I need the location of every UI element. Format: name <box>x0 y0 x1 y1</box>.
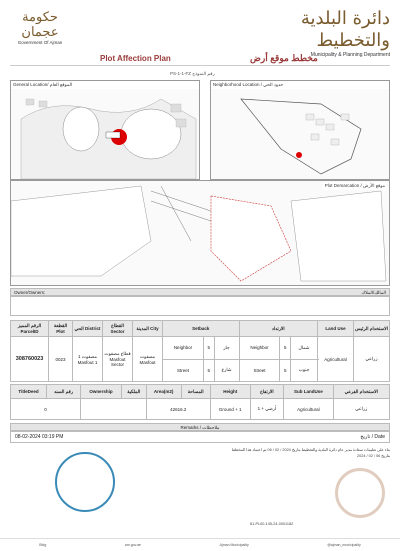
setback-val-2b: 5 <box>280 359 291 382</box>
parcel-info-table <box>10 320 390 382</box>
th-main-use: الاستخدام الرئيس <box>354 321 390 337</box>
remarks-label: Remarks / ملاحظات <box>180 425 220 430</box>
th-height: Height <box>210 385 250 399</box>
th-land-use: Land Use <box>318 321 354 337</box>
title-deed-table <box>10 384 390 420</box>
remarks-row <box>10 431 390 443</box>
th-area: Area(m2) <box>146 385 181 399</box>
sub-land-use-value: Agricultural <box>284 399 333 420</box>
plot-demarcation-svg <box>11 181 390 286</box>
sub-use-ar-value: زراعي <box>333 399 389 420</box>
neighborhood-location-label: Neighborhood Location / حدود الحي <box>211 81 389 89</box>
watermark-logo <box>335 468 385 518</box>
plot-value: 0023 <box>49 337 73 382</box>
footer-item-3[interactable]: Ajman Municipality <box>219 543 249 547</box>
footer-item-4[interactable]: @ajman_municipality <box>327 543 361 547</box>
height-value-ar: أرضي + 1 <box>250 399 284 420</box>
neighborhood-location-svg <box>211 89 390 180</box>
gov-logo-ar: حكومة عجمان <box>21 10 59 40</box>
footer-bar <box>0 538 400 551</box>
main-use-value: زراعي <box>354 337 390 382</box>
ownership-value <box>81 399 147 420</box>
th-setback: Setback <box>163 321 240 337</box>
owners-label-ar: المالك/الملاك <box>361 290 386 295</box>
municipality-logo-ar: دائرة البلدية والتخطيط <box>300 8 390 51</box>
municipality-logo-en: Municipality & Planning Department <box>310 52 390 58</box>
setback-ar-1: جار <box>214 337 239 360</box>
th-district: الحي District <box>73 321 103 337</box>
document-reference: 81-PL00-145-24-0001182 <box>250 522 294 526</box>
official-stamp <box>55 452 115 512</box>
th-city: المدينة City <box>133 321 163 337</box>
plot-demarcation-map <box>10 180 390 286</box>
th-height-ar: الارتفاع <box>250 385 284 399</box>
parcel-id-value: 308760023 <box>11 337 49 382</box>
footer-item-1[interactable]: Bldg <box>39 543 47 547</box>
th-area-ar: المساحة <box>181 385 210 399</box>
plot-demarcation-label: Plot Demarcation / موقع الأرض <box>324 183 385 188</box>
setback-val-1: 5 <box>203 337 214 360</box>
setback-ar-2: شارع <box>214 359 239 382</box>
setback-side-2b: Street <box>239 359 280 382</box>
setback-side-2: Street <box>163 359 204 382</box>
neighborhood-location-map <box>210 80 390 180</box>
district-value: مصفوت 1 Masfout 1 <box>73 337 103 382</box>
owners-label: Owner/Owners: <box>14 290 46 295</box>
general-location-label: General Location/ الموقع العام <box>11 81 199 89</box>
footer-item-2[interactable]: am.gov.ae <box>124 543 141 547</box>
owners-box <box>10 296 390 316</box>
approval-note: بناء على تعليمات سعادة مدير عام دائرة البلدية والتخطيط بتاريخ 2024 / 02 / 06 تم اعتماد هذا المخطط <box>231 448 390 452</box>
th-titledeed-ar: رقم السند <box>47 385 81 399</box>
th-sub-land-use: Sub LandUse <box>284 385 333 399</box>
height-value: Ground + 1 <box>210 399 250 420</box>
th-parcelid: الرقم المميز ParcelID <box>11 321 49 337</box>
setback-val-1b: 5 <box>280 337 291 360</box>
title-en: Plot Affection Plan <box>100 54 171 63</box>
setback-side-1b: Neighbor <box>239 337 280 360</box>
title-ar: مخطط موقع أرض <box>250 53 318 63</box>
date-label: تاريخ / Date <box>360 434 385 440</box>
neighborhood-marker <box>296 152 302 158</box>
area-value: 42616.2 <box>146 399 210 420</box>
setback-val-2: 5 <box>203 359 214 382</box>
th-setback-ar: الارتداد <box>239 321 317 337</box>
th-ownership-ar: الملكية <box>121 385 146 399</box>
general-location-map <box>10 80 200 180</box>
setback-side-1: Neighbor <box>163 337 204 360</box>
owners-header <box>10 288 390 296</box>
remarks-header <box>10 423 390 431</box>
date-value: 08-02-2024 03:19 PM <box>15 434 64 440</box>
gov-logo-en: Government Of Ajman <box>17 40 63 45</box>
city-value: مصفوت Masfout <box>133 337 163 382</box>
th-titledeed: TitleDeed <box>11 385 47 399</box>
general-location-svg <box>11 89 200 180</box>
th-plot: القطعة Plot <box>49 321 73 337</box>
land-use-value: Agricultural <box>318 337 354 382</box>
title-divider <box>10 52 390 66</box>
th-sub-use-ar: الاستخدام الفرعي <box>333 385 389 399</box>
approval-date-note: 2024 / 02 / 06 بتاريخ <box>357 454 390 458</box>
title-deed-value: 0 <box>11 399 81 420</box>
plot-form-number: PS-1-1-FZ رقم النموذج <box>170 71 215 76</box>
th-sector: القطاع Sector <box>103 321 133 337</box>
setback-dir-1: شمال <box>291 337 318 360</box>
setback-dir-2: جنوب <box>291 359 318 382</box>
ajman-government-logo <box>10 10 70 45</box>
th-ownership: Ownership <box>81 385 122 399</box>
sector-value: قطاع مصفوت Masfout Sector <box>103 337 133 382</box>
